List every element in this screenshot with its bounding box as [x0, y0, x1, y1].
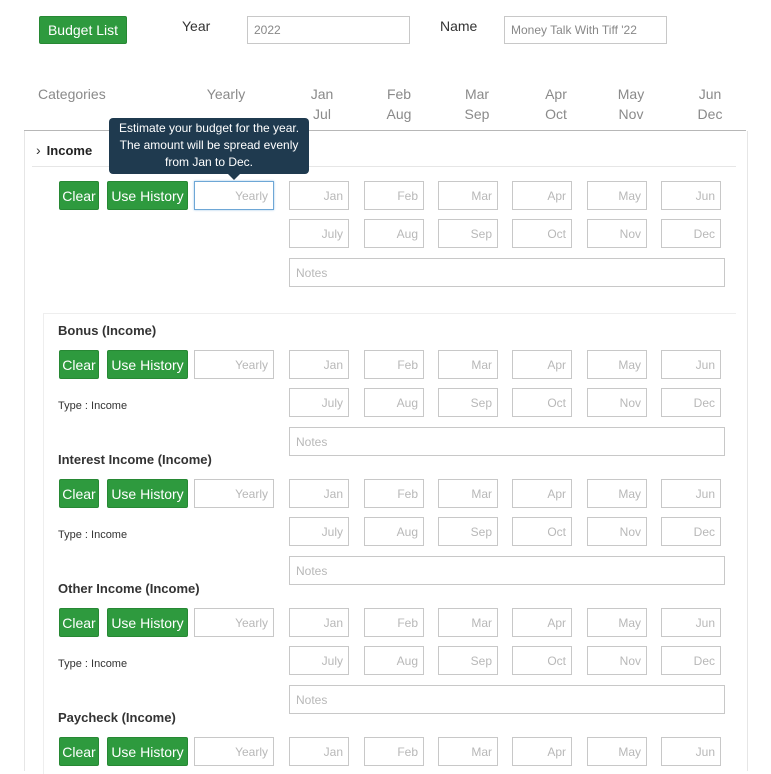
year-label: Year [182, 18, 211, 34]
month-input-feb[interactable] [364, 479, 424, 508]
month-input-apr[interactable] [512, 608, 572, 637]
month-input-may[interactable] [587, 181, 647, 210]
category-type: Type : Income [58, 658, 128, 670]
month-input-jan[interactable] [289, 181, 349, 210]
month-header-sep: Sep [464, 106, 490, 122]
tooltip-line-1: Estimate your budget for the year. [118, 121, 300, 135]
clear-button[interactable]: Clear [59, 479, 99, 508]
yearly-input[interactable] [194, 350, 274, 379]
budget-list-button[interactable]: Budget List [39, 16, 127, 44]
notes-input[interactable] [289, 556, 725, 585]
category-title: Bonus (Income) [58, 323, 157, 338]
chevron-right-icon: › [36, 142, 41, 158]
yearly-input[interactable] [194, 479, 274, 508]
month-input-jun[interactable] [661, 350, 721, 379]
month-input-aug[interactable] [364, 517, 424, 546]
month-input-nov[interactable] [587, 388, 647, 417]
month-input-nov[interactable] [587, 646, 647, 675]
month-input-sep[interactable] [438, 388, 498, 417]
month-input-may[interactable] [587, 350, 647, 379]
income-section-label: Income [46, 142, 93, 158]
month-input-may[interactable] [587, 479, 647, 508]
tooltip-line-3: from Jan to Dec. [164, 155, 254, 169]
yearly-tooltip [109, 118, 309, 174]
month-input-feb[interactable] [364, 350, 424, 379]
month-header-apr: Apr [545, 86, 567, 102]
month-input-aug[interactable] [364, 646, 424, 675]
month-input-dec[interactable] [661, 388, 721, 417]
category-title: Interest Income (Income) [58, 452, 212, 467]
month-input-july[interactable] [289, 517, 349, 546]
month-header-dec: Dec [697, 106, 723, 122]
category-type: Type : Income [58, 529, 128, 541]
month-header-nov: Nov [618, 106, 644, 122]
month-input-mar[interactable] [438, 608, 498, 637]
month-header-feb: Feb [386, 86, 412, 102]
month-input-apr[interactable] [512, 737, 572, 766]
tooltip-arrow [228, 174, 240, 180]
month-input-mar[interactable] [438, 350, 498, 379]
use-history-button[interactable]: Use History [107, 608, 188, 637]
month-header-mar: Mar [464, 86, 490, 102]
month-input-aug[interactable] [364, 388, 424, 417]
month-input-jan[interactable] [289, 479, 349, 508]
month-input-sep[interactable] [438, 517, 498, 546]
month-input-feb[interactable] [364, 737, 424, 766]
month-input-dec[interactable] [661, 517, 721, 546]
month-input-dec[interactable] [661, 219, 721, 248]
month-input-feb[interactable] [364, 181, 424, 210]
month-input-oct[interactable] [512, 388, 572, 417]
month-header-oct: Oct [545, 106, 567, 122]
month-input-jan[interactable] [289, 608, 349, 637]
use-history-button[interactable]: Use History [107, 350, 188, 379]
month-input-mar[interactable] [438, 479, 498, 508]
month-input-oct[interactable] [512, 646, 572, 675]
month-input-jan[interactable] [289, 737, 349, 766]
year-input[interactable] [247, 16, 410, 44]
month-input-jun[interactable] [661, 608, 721, 637]
month-input-apr[interactable] [512, 181, 572, 210]
notes-input[interactable] [289, 685, 725, 714]
month-input-jun[interactable] [661, 181, 721, 210]
use-history-button[interactable]: Use History [107, 479, 188, 508]
yearly-input[interactable] [194, 181, 274, 210]
month-input-july[interactable] [289, 219, 349, 248]
use-history-button[interactable]: Use History [107, 737, 188, 766]
month-header-jul: Jul [313, 106, 331, 122]
month-header-aug: Aug [386, 106, 412, 122]
month-input-may[interactable] [587, 608, 647, 637]
month-header-may: May [617, 86, 645, 102]
yearly-header: Yearly [206, 86, 246, 102]
category-type: Type : Income [58, 400, 128, 412]
clear-button[interactable]: Clear [59, 608, 99, 637]
categories-header: Categories [38, 86, 106, 102]
month-header-jun: Jun [698, 86, 722, 102]
month-input-apr[interactable] [512, 479, 572, 508]
month-input-nov[interactable] [587, 517, 647, 546]
notes-input[interactable] [289, 258, 725, 287]
month-input-feb[interactable] [364, 608, 424, 637]
month-input-aug[interactable] [364, 219, 424, 248]
month-input-nov[interactable] [587, 219, 647, 248]
month-input-mar[interactable] [438, 737, 498, 766]
month-input-oct[interactable] [512, 517, 572, 546]
use-history-button[interactable]: Use History [107, 181, 188, 210]
month-input-may[interactable] [587, 737, 647, 766]
month-input-jan[interactable] [289, 350, 349, 379]
month-input-oct[interactable] [512, 219, 572, 248]
month-input-sep[interactable] [438, 646, 498, 675]
clear-button[interactable]: Clear [59, 181, 99, 210]
month-input-sep[interactable] [438, 219, 498, 248]
month-input-july[interactable] [289, 388, 349, 417]
tooltip-line-2: The amount will be spread evenly [119, 138, 299, 152]
month-input-dec[interactable] [661, 646, 721, 675]
yearly-input[interactable] [194, 608, 274, 637]
clear-button[interactable]: Clear [59, 737, 99, 766]
month-input-mar[interactable] [438, 181, 498, 210]
income-section-toggle[interactable] [36, 140, 92, 160]
budget-name-input[interactable] [504, 16, 667, 44]
month-input-july[interactable] [289, 646, 349, 675]
category-title: Paycheck (Income) [58, 710, 176, 725]
category-title: Other Income (Income) [58, 581, 200, 596]
clear-button[interactable]: Clear [59, 350, 99, 379]
notes-input[interactable] [289, 427, 725, 456]
month-header-jan: Jan [310, 86, 334, 102]
yearly-input[interactable] [194, 737, 274, 766]
month-input-jun[interactable] [661, 737, 721, 766]
month-input-apr[interactable] [512, 350, 572, 379]
month-input-jun[interactable] [661, 479, 721, 508]
name-label: Name [440, 18, 478, 34]
